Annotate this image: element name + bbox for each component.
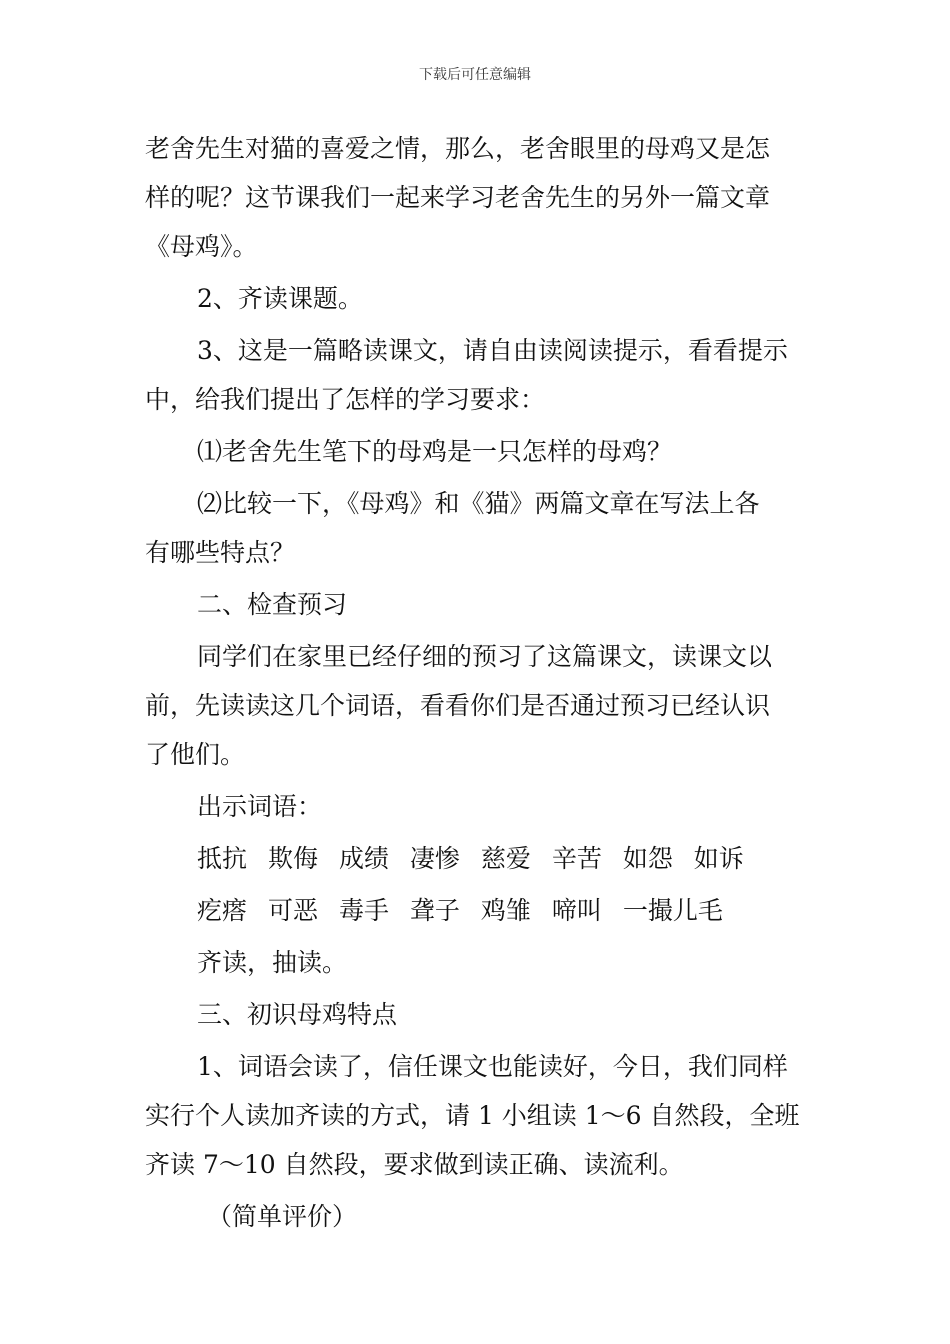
vocab-word: 抵抗	[197, 844, 248, 873]
vocab-word: 聋子	[409, 896, 460, 925]
vocab-word: 啼叫	[551, 896, 602, 925]
question-1: ⑴老舍先生笔下的母鸡是一只怎样的母鸡？	[197, 437, 673, 466]
words-label: 出示词语：	[197, 792, 323, 821]
vocab-word: 凄惨	[409, 844, 460, 873]
word-list-row-2	[145, 886, 807, 935]
vocab-word: 疙瘩	[197, 896, 248, 925]
vocab-word: 如诉	[693, 844, 744, 873]
vocab-word: 可恶	[267, 896, 318, 925]
text-line: 中，给我们提出了怎样的学习要求：	[145, 385, 546, 414]
paragraph-reading-plan	[145, 1042, 807, 1189]
text-line: 前，先读读这几个词语，看看你们是否通过预习已经认识	[145, 691, 771, 720]
vocab-word: 一撮儿毛	[622, 896, 723, 925]
word-list-row-1	[145, 834, 807, 883]
document-body	[145, 124, 807, 1244]
read-note: 齐读，抽读。	[197, 948, 348, 977]
text-line: 样的呢？这节课我们一起来学习老舍先生的另外一篇文章	[145, 183, 771, 212]
vocab-word: 如怨	[622, 844, 673, 873]
text-line: 实行个人读加齐读的方式，请 1 小组读 1～6 自然段，全班	[145, 1101, 800, 1130]
text-line: 了他们。	[145, 740, 246, 769]
paragraph-reading-prompt	[145, 326, 807, 424]
text-line: 老舍先生对猫的喜爱之情，那么，老舍眼里的母鸡又是怎	[145, 134, 771, 163]
paragraph-preview	[145, 632, 807, 779]
section-heading-features: 三、初识母鸡特点	[197, 1000, 398, 1029]
text-line: 同学们在家里已经仔细的预习了这篇课文，读课文以	[197, 642, 773, 671]
vocab-word: 成绩	[338, 844, 389, 873]
paragraph-read-title: 2、齐读课题。	[197, 284, 363, 313]
vocab-word: 鸡雏	[480, 896, 531, 925]
text-line: 有哪些特点？	[145, 538, 296, 567]
vocab-word: 毒手	[338, 896, 389, 925]
text-line: ⑵比较一下，《母鸡》和《猫》两篇文章在写法上各	[197, 489, 760, 518]
paragraph-intro	[145, 124, 807, 271]
vocab-word: 慈爱	[480, 844, 531, 873]
text-line: 齐读 7～10 自然段，要求做到读正确、读流利。	[145, 1150, 684, 1179]
evaluation-note: （简单评价）	[207, 1202, 358, 1231]
section-heading-preview: 二、检查预习	[197, 590, 348, 619]
question-2	[145, 479, 807, 577]
vocab-word: 辛苦	[551, 844, 602, 873]
text-line: 3、这是一篇略读课文，请自由读阅读提示，看看提示	[197, 336, 788, 365]
text-line: 《母鸡》。	[145, 232, 258, 261]
text-line: 1、词语会读了，信任课文也能读好，今日，我们同样	[197, 1052, 788, 1081]
page-header: 下载后可任意编辑	[419, 67, 531, 83]
vocab-word: 欺侮	[267, 844, 318, 873]
